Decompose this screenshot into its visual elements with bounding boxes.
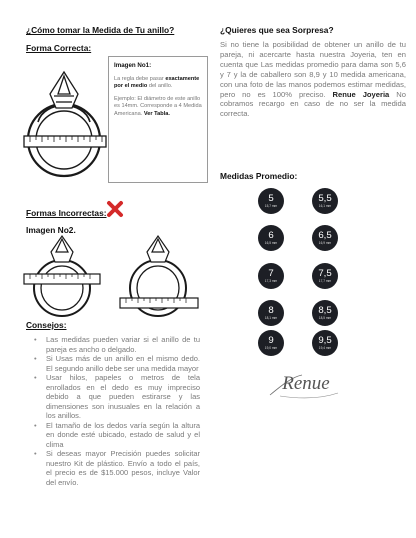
tips-list: [30, 335, 200, 487]
image2-label: Imagen No2.: [26, 225, 76, 235]
rule-instruction: La regla debe pasar exactamente por el medio del anillo.: [114, 75, 200, 90]
ring-correct-image: [14, 52, 114, 182]
size-badge: 5,5 16,1 mm: [312, 188, 338, 214]
tip-item: • El tamaño de los dedos varía según la altura en donde esté ubicado, estado de salud y el clima: [30, 421, 200, 450]
ring-incorrect-image-b: [112, 232, 204, 320]
tip-item: • Si Usas más de un anillo en el mismo dedo. El segundo anillo debe ser una medida mayor: [30, 354, 200, 373]
size-badge: 7,5 17,7 mm: [312, 263, 338, 289]
tip-item: • Las medidas pueden variar si el anillo de tu pareja es ancho o delgado.: [30, 335, 200, 354]
correct-heading: Forma Correcta:: [26, 43, 92, 53]
size-badge: 6 16,5 mm: [258, 225, 284, 251]
sizes-heading: Medidas Promedio:: [220, 171, 298, 181]
surprise-paragraph: Si no tiene la posibilidad de obtener un anillo de tu pareja, ni acercarte hasta nuestra Joyeria, ten en cuenta que Las medidas promedio para dama son 5,6 y 7 y la de caballero son 8,9 y 10 medida americana, con una foto de las manos podemos estimar medidas, pero no es 100% preciso. Renue Joyeria No cobramos recargo en caso de no ser la medida correcta.: [220, 40, 406, 119]
size-badge: 8 18,1 mm: [258, 300, 284, 326]
logo-wordmark: Renue: [282, 373, 330, 394]
average-sizes-grid: [258, 188, 358, 358]
diameter-example: Ejemplo: El diámetro de este anillo es 14mm. Corresponde a 4 Medida Americana. Ver Tabla.: [114, 95, 202, 117]
instruction-box: [108, 56, 208, 183]
surprise-title: ¿Quieres que sea Sorpresa?: [220, 25, 334, 35]
size-badge: 6,5 16,9 mm: [312, 225, 338, 251]
page-title: ¿Cómo tomar la Medida de Tu anillo?: [26, 25, 175, 35]
brand-name: Renue Joyeria: [332, 89, 390, 99]
renue-logo: [262, 365, 350, 405]
cross-icon: [106, 200, 124, 218]
size-badge: 5 15,7 mm: [258, 188, 284, 214]
size-badge: 9 19,0 mm: [258, 330, 284, 356]
tips-heading: Consejos:: [26, 320, 67, 330]
tip-item: • Usar hilos, papeles o metros de tela enrollados en el dedo es muy impreciso debido a que pueden estirarse y las dimensiones son inusuales en la relación a los anillos.: [30, 373, 200, 421]
ring-incorrect-image-a: [18, 232, 108, 320]
size-badge: 9,5 19,4 mm: [312, 330, 338, 356]
size-badge: 8,5 18,5 mm: [312, 300, 338, 326]
incorrect-heading: Formas Incorrectas:: [26, 208, 107, 218]
size-badge: 7 17,3 mm: [258, 263, 284, 289]
tip-item: • Si deseas mayor Precisión puedes solicitar nuestro Kit de plástico. Envío a todo el país, el precio es de $15.000 pesos, incluye Valor del envío.: [30, 449, 200, 487]
instruction-box-title: Imagen No1:: [114, 62, 152, 69]
